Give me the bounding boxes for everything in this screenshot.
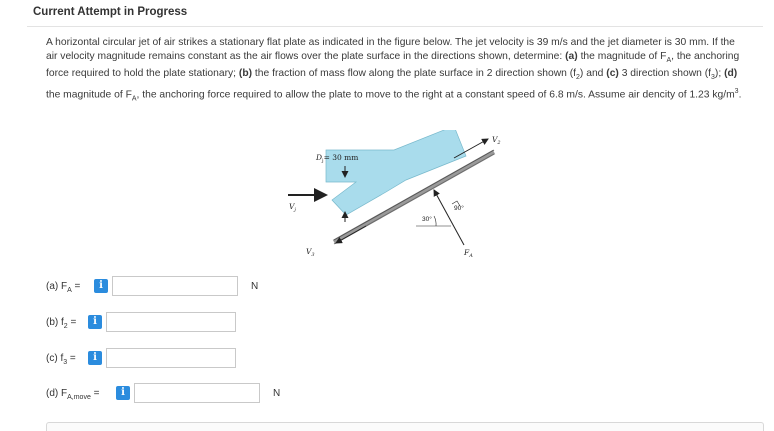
- q-text-c2: );: [714, 68, 725, 80]
- unit-label-a: N: [251, 281, 259, 292]
- answer-input-a[interactable]: [112, 276, 238, 296]
- label-text: (c) f: [46, 353, 64, 364]
- q-text-a2: , the anchoring force required to hold the plate stationary;: [46, 50, 740, 80]
- label-sub: 2: [63, 323, 68, 330]
- label-sub: A: [67, 287, 72, 294]
- label-text: (a) F: [46, 281, 68, 292]
- q-part-d: (d): [724, 68, 738, 80]
- answer-label-c: [46, 353, 76, 366]
- q-intro: A horizontal circular jet of air strikes a stationary flat plate as indicated in the figure below. The jet velocity is 39 m/s and the jet diameter is 30 mm. If the air velocity magnitude remains constant as the air flows over the plate surface in the directions shown, determine:: [46, 37, 735, 62]
- q-sub: 3: [711, 74, 715, 82]
- answer-row-a: [46, 276, 276, 298]
- label-sub: A,move: [67, 394, 91, 401]
- angle-30-arc: [434, 216, 436, 226]
- answer-label-a: [46, 281, 80, 294]
- q-sub: A: [666, 56, 672, 64]
- answer-input-b[interactable]: [106, 312, 236, 332]
- q-text-b2: ) and: [579, 68, 607, 80]
- q-text-a: the magnitude of F: [577, 50, 667, 62]
- v3-arrow: [336, 226, 366, 243]
- attempt-header: [27, 5, 763, 27]
- answer-row-d: [46, 383, 296, 405]
- fa-label: $F_A$: [464, 248, 473, 259]
- q-text-d2: , the anchoring force required to allow the plate to move to the right at a constant speed of 6.8 m/s. Assume air dencity of 1.23 kg/m: [136, 89, 735, 101]
- question-text: [46, 36, 746, 106]
- label-suffix: =: [71, 281, 81, 292]
- answer-label-d: [46, 388, 99, 401]
- label-text: (d) F: [46, 388, 68, 399]
- label-suffix: =: [67, 353, 76, 364]
- vj-label: $V_j$: [289, 202, 296, 213]
- q-sub: 2: [576, 74, 580, 82]
- info-button-d[interactable]: i: [116, 386, 130, 400]
- answer-label-b: [46, 317, 76, 330]
- answer-input-d[interactable]: [134, 383, 260, 403]
- q-text-b: the fraction of mass flow along the plate surface in 2 direction shown (f: [252, 68, 577, 80]
- dj-label: $D_j= 30$ mm: [316, 153, 359, 164]
- answer-row-c: [46, 348, 246, 370]
- q-sub: A: [131, 95, 137, 103]
- label-text: (b) f: [46, 317, 64, 328]
- q-end: .: [738, 89, 742, 101]
- info-button-c[interactable]: i: [88, 351, 102, 365]
- label-suffix: =: [90, 388, 100, 399]
- air-jet-shape: [326, 130, 466, 215]
- q-part-b: (b): [238, 68, 253, 80]
- q-text-c: 3 direction shown (f: [618, 68, 712, 80]
- answer-row-b: [46, 312, 246, 334]
- v3-label: $V_3$: [306, 247, 315, 258]
- unit-label-d: N: [273, 388, 281, 399]
- v2-label: $V_2$: [492, 135, 501, 146]
- q-part-a: (a): [565, 50, 578, 62]
- info-button-b[interactable]: i: [88, 315, 102, 329]
- label-suffix: =: [67, 317, 77, 328]
- header-title: Current Attempt in Progress: [33, 6, 188, 18]
- angle-30-label: 30°: [422, 216, 432, 223]
- fa-arrow: [434, 190, 464, 245]
- label-sub: 3: [63, 359, 68, 366]
- answer-input-c[interactable]: [106, 348, 236, 368]
- angle-90-label: 90°: [454, 205, 464, 212]
- info-button-a[interactable]: i: [94, 279, 108, 293]
- q-text-d: the magnitude of F: [46, 89, 132, 101]
- jet-plate-diagram: [276, 130, 516, 265]
- q-sup: 3: [734, 87, 739, 95]
- q-part-c: (c): [606, 68, 619, 80]
